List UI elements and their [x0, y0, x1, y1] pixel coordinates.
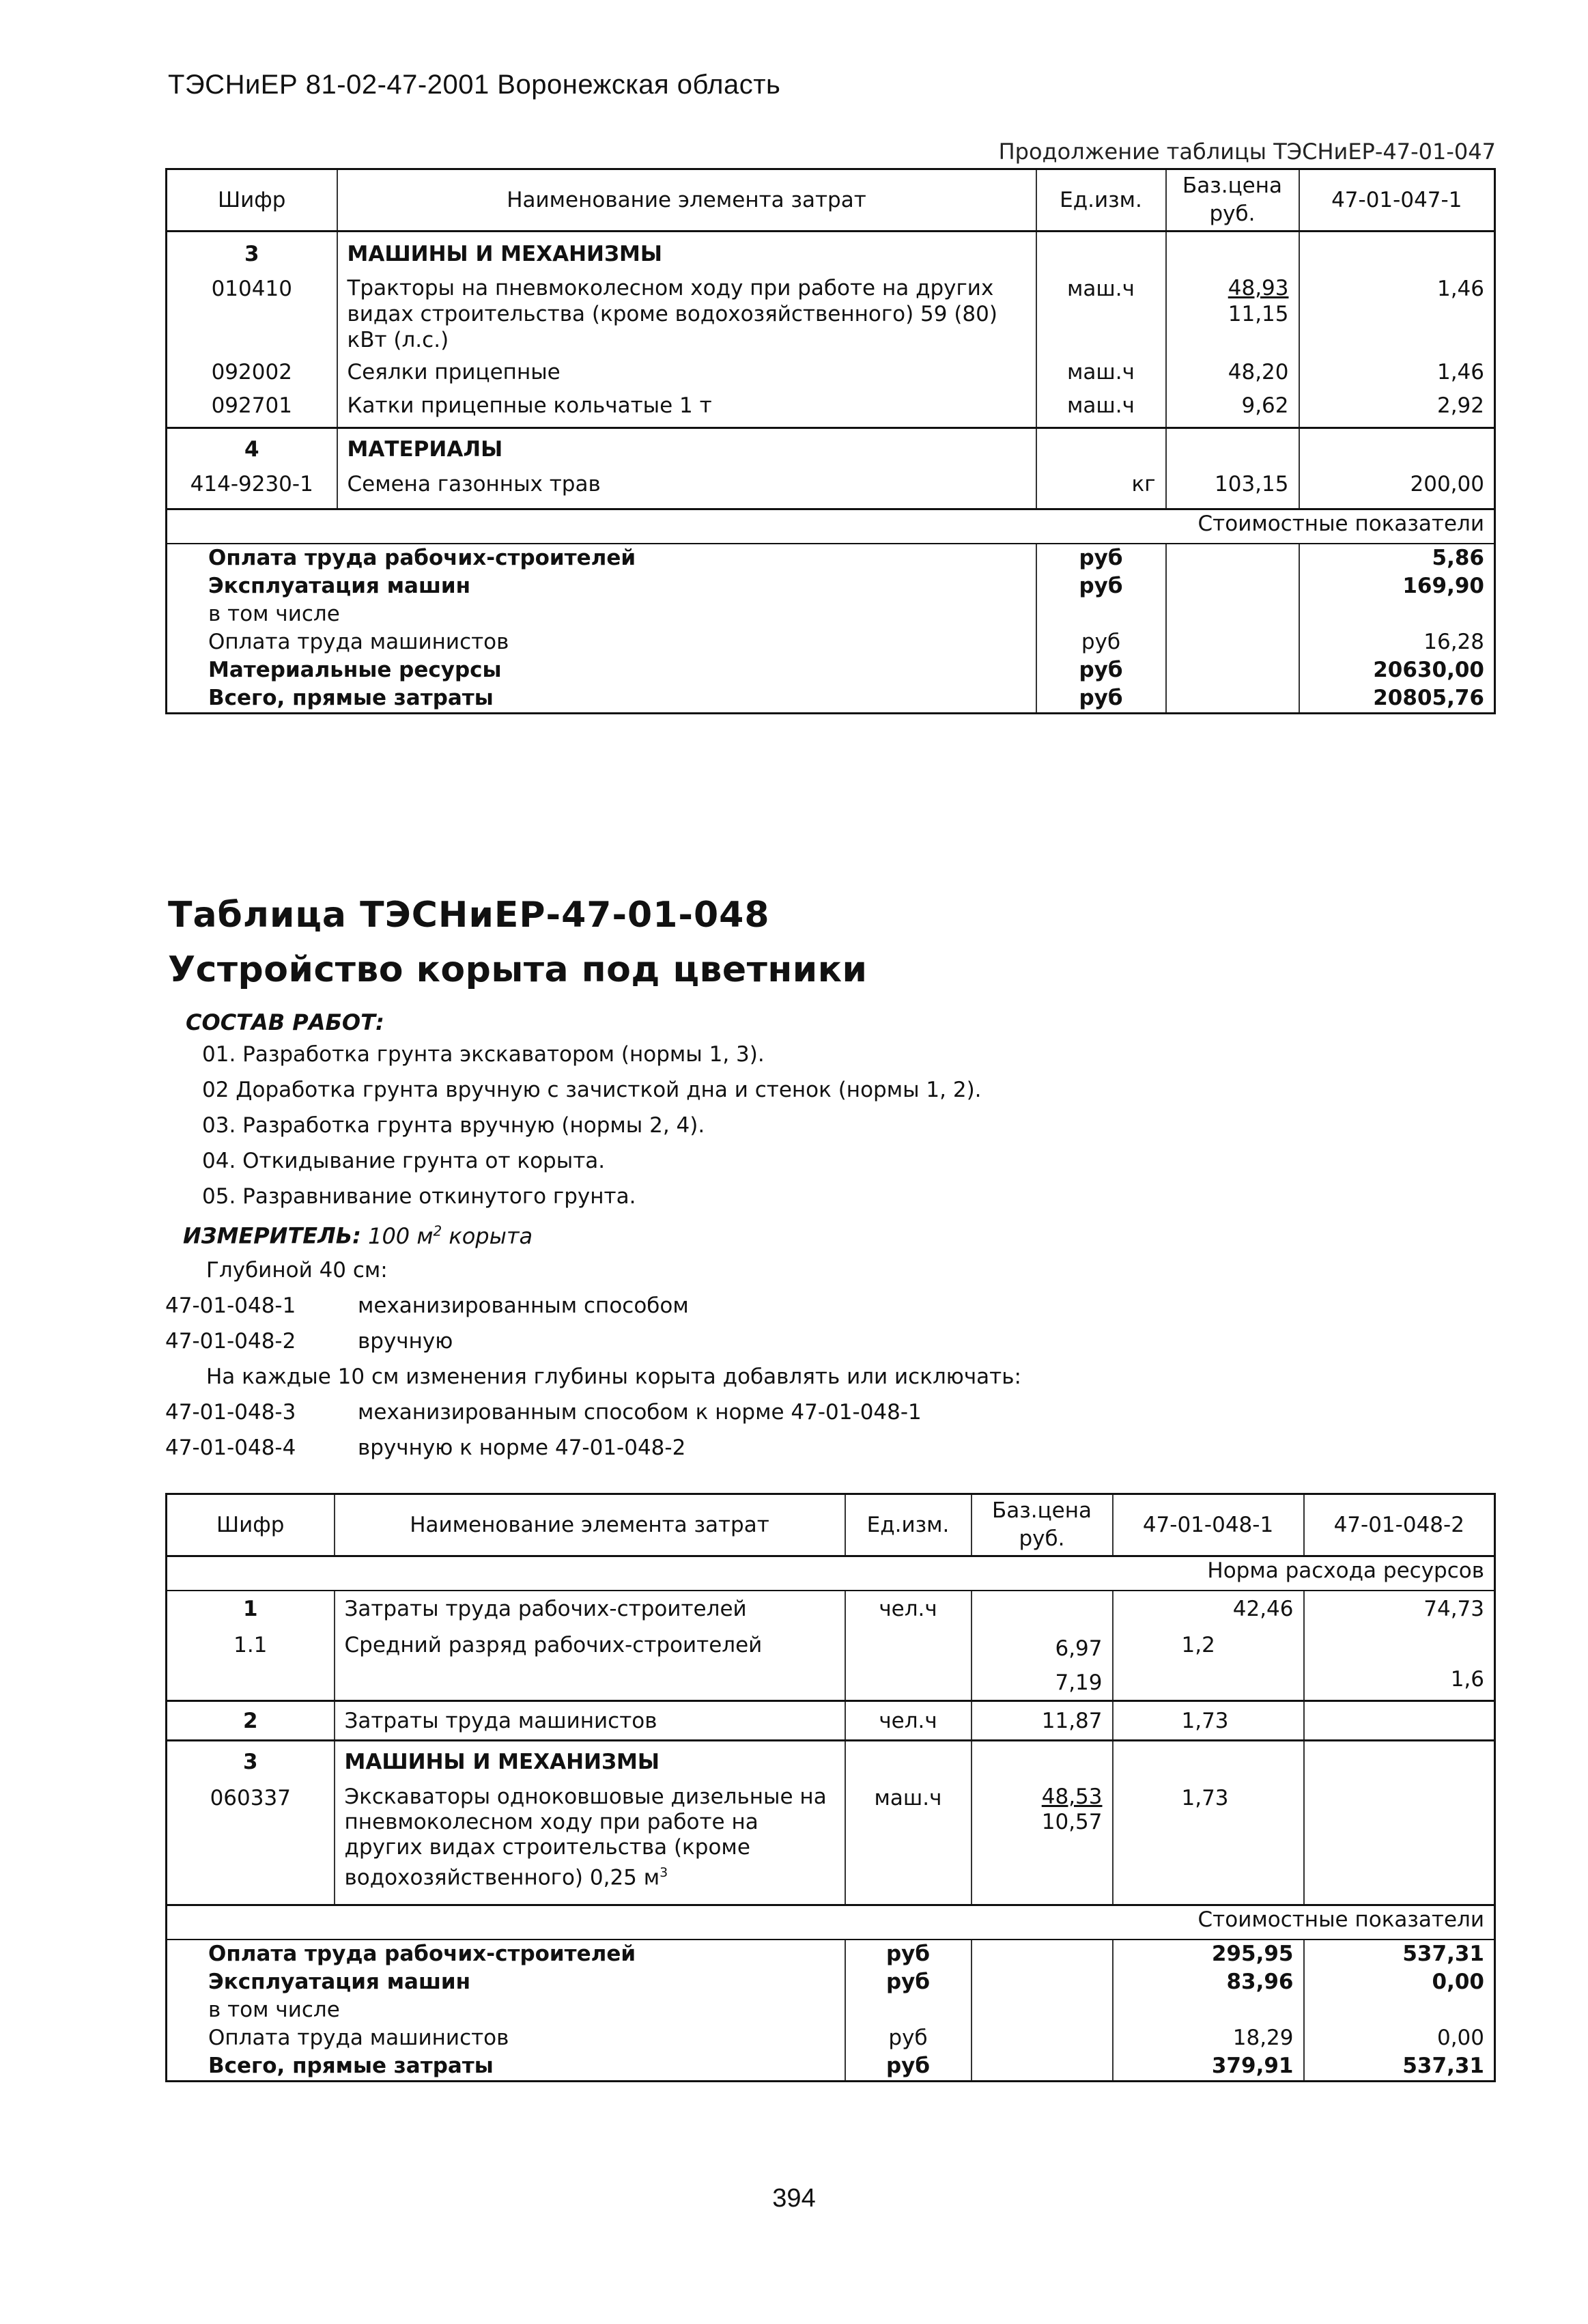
cost-value-1: 295,95 [1113, 1940, 1304, 1968]
cost-value: 5,86 [1299, 544, 1495, 572]
row-value: 200,00 [1299, 464, 1495, 509]
cost-label: Эксплуатация машин [208, 574, 471, 598]
table-row [167, 268, 1495, 353]
table-row [167, 464, 1495, 509]
cost-row [167, 2052, 1495, 2082]
meter-value: 100 $м^2$ корыта [368, 1222, 533, 1249]
row-unit: чел.ч [845, 1591, 972, 1623]
composition-item: 03. Разработка грунта вручную (нормы 2, 4). [202, 1113, 705, 1138]
section-number: 3 [244, 242, 259, 266]
section-number: 4 [167, 428, 337, 464]
meter-line [183, 1222, 533, 1249]
row-code: 092002 [211, 360, 292, 384]
cost-caption-row [167, 509, 1495, 544]
composition-list [202, 1037, 982, 1214]
col-norm-header: 47-01-047-1 [1299, 169, 1495, 232]
composition-item: 04. Откидывание грунта от корыта. [202, 1149, 606, 1173]
col-price-header: Баз.цена руб. [972, 1494, 1113, 1556]
row-name: Семена газонных трав [337, 464, 1036, 509]
cost-label: Материальные ресурсы [208, 658, 502, 682]
col-norm1-header: 47-01-048-1 [1113, 1494, 1304, 1556]
page-number: 394 [772, 2184, 816, 2213]
col-code-header: Шифр [167, 169, 337, 232]
cost-row [167, 600, 1495, 628]
cost-row [167, 2024, 1495, 2052]
resource-table-047 [165, 168, 1496, 714]
table-row [167, 387, 1495, 428]
col-price-header: Баз.цена руб. [1166, 169, 1299, 232]
row-name: Тракторы на пневмоколесном ходу при работе на других видах строительства (кроме водохозяйственного) 59 (80) кВт (л.с.) [337, 268, 1036, 353]
table-title: Таблица ТЭСНиЕР-47-01-048 [168, 895, 770, 936]
variant-item: 47-01-048-2 вручную [165, 1329, 453, 1354]
cost-row [167, 572, 1495, 600]
row-name: Сеялки прицепные [337, 353, 1036, 387]
norm-caption: Норма расхода ресурсов [1207, 1558, 1484, 1583]
row-value-2: 1,6 [1304, 1623, 1495, 1701]
change-label: На каждые 10 см изменения глубины корыта добавлять или исключать: [206, 1364, 1021, 1389]
section-row [167, 1741, 1495, 1777]
cost-label: в том числе [208, 1998, 340, 2023]
cost-label: в том числе [208, 602, 340, 626]
row-code: 1 [167, 1591, 335, 1623]
cost-unit: руб [845, 1968, 972, 1996]
cost-value-1: 379,91 [1113, 2052, 1304, 2082]
cost-unit: руб [845, 2024, 972, 2052]
row-price: 48,93 11,15 [1166, 268, 1299, 353]
variant-item: 47-01-048-4 вручную к норме 47-01-048-2 [165, 1436, 686, 1460]
table-row [167, 353, 1495, 387]
row-unit: маш.ч [1036, 268, 1166, 353]
cost-row [167, 684, 1495, 714]
table-header-row [167, 1494, 1495, 1556]
page-header: ТЭСНиЕР 81-02-47-2001 Воронежская область [168, 70, 781, 100]
row-value: 2,92 [1299, 387, 1495, 428]
cost-row [167, 1996, 1495, 2024]
cost-label: Оплата труда рабочих-строителей [167, 1940, 845, 1968]
row-price: 11,87 [972, 1701, 1113, 1741]
row-code: 010410 [211, 277, 292, 301]
row-value: 1,46 [1299, 268, 1495, 353]
row-price: 48,20 [1166, 353, 1299, 387]
row-value-1: 1,73 [1113, 1776, 1304, 1905]
col-name-header: Наименование элемента затрат [335, 1494, 845, 1556]
cost-label: Оплата труда машинистов [208, 630, 509, 654]
table-subtitle: Устройство корыта под цветники [168, 949, 868, 990]
cost-value-2: 0,00 [1304, 1968, 1495, 1996]
row-price: 48,53 10,57 [972, 1776, 1113, 1905]
cost-caption: Стоимостные показатели [167, 509, 1495, 544]
cost-label: Эксплуатация машин [208, 1970, 471, 1995]
cost-unit: руб [1036, 544, 1166, 572]
depth-label: Глубиной 40 см: [206, 1258, 388, 1283]
cost-unit: руб [1036, 684, 1166, 714]
variant-list [165, 1395, 922, 1466]
section-number: 3 [167, 1741, 335, 1777]
section-row [167, 232, 1495, 269]
section-row [167, 428, 1495, 464]
cost-row [167, 628, 1495, 656]
cost-value-1: 83,96 [1113, 1968, 1304, 1996]
row-name: Средний разряд рабочих-строителей [335, 1623, 845, 1701]
row-name: Затраты труда машинистов [335, 1701, 845, 1741]
cost-value-2: 537,31 [1304, 2052, 1495, 2082]
cost-row [167, 1968, 1495, 1996]
cost-row [167, 656, 1495, 684]
row-value-2: 74,73 [1304, 1591, 1495, 1623]
row-price: 103,15 [1166, 464, 1299, 509]
row-code: 2 [167, 1701, 335, 1741]
cost-label: Всего, прямые затраты [208, 686, 494, 710]
row-value-1: 42,46 [1113, 1591, 1304, 1623]
norm-caption-row [167, 1556, 1495, 1591]
row-unit: маш.ч [1036, 353, 1166, 387]
cost-unit: руб [1036, 628, 1166, 656]
row-price: 9,62 [1166, 387, 1299, 428]
table-row [167, 1591, 1495, 1623]
row-price: 6,97 7,19 [972, 1623, 1113, 1701]
cost-unit: руб [1036, 656, 1166, 684]
section-title: МАШИНЫ И МЕХАНИЗМЫ [335, 1741, 845, 1777]
row-code: 092701 [211, 393, 292, 418]
composition-item: 01. Разработка грунта экскаватором (нормы 1, 3). [202, 1042, 765, 1067]
section-title: МАШИНЫ И МЕХАНИЗМЫ [337, 232, 1036, 269]
composition-item: 02 Доработка грунта вручную с зачисткой дна и стенок (нормы 1, 2). [202, 1078, 982, 1102]
table-row [167, 1623, 1495, 1701]
row-value: 1,46 [1299, 353, 1495, 387]
table-row [167, 1701, 1495, 1741]
cost-label: Оплата труда машинистов [208, 2026, 509, 2051]
col-name-header: Наименование элемента затрат [337, 169, 1036, 232]
row-unit: маш.ч [1036, 387, 1166, 428]
cost-unit: руб [845, 2052, 972, 2082]
resource-table-048 [165, 1493, 1496, 2082]
table-header-row [167, 169, 1495, 232]
table-row [167, 1776, 1495, 1905]
row-name: Экскаваторы одноковшовые дизельные на пневмоколесном ходу при работе на других видах строительства (кроме водохозяйственного) 0,25 $м^3$ [335, 1776, 845, 1905]
row-value-1: 1,2 [1113, 1623, 1304, 1701]
meter-label: ИЗМЕРИТЕЛЬ: [183, 1222, 361, 1249]
cost-value: 20805,76 [1299, 684, 1495, 714]
cost-unit: руб [1036, 572, 1166, 600]
cost-row [167, 544, 1495, 572]
row-unit: чел.ч [845, 1701, 972, 1741]
row-name: Затраты труда рабочих-строителей [335, 1591, 845, 1623]
composition-label: СОСТАВ РАБОТ: [186, 1009, 384, 1035]
cost-value: 16,28 [1299, 628, 1495, 656]
variant-item: 47-01-048-1 механизированным способом [165, 1293, 689, 1318]
row-code: 414-9230-1 [190, 472, 313, 496]
cost-caption-row [167, 1905, 1495, 1940]
composition-item: 05. Разравнивание откинутого грунта. [202, 1184, 636, 1209]
cost-value: 169,90 [1299, 572, 1495, 600]
row-name: Катки прицепные кольчатые 1 т [337, 387, 1036, 428]
cost-value-2: 537,31 [1304, 1940, 1495, 1968]
continuation-caption: Продолжение таблицы ТЭСНиЕР-47-01-047 [998, 139, 1496, 165]
cost-value-1: 18,29 [1113, 2024, 1304, 2052]
cost-row [167, 1940, 1495, 1968]
col-unit-header: Ед.изм. [845, 1494, 972, 1556]
row-code: 1.1 [233, 1633, 268, 1657]
row-code: 060337 [210, 1786, 291, 1810]
cost-label: Оплата труда рабочих-строителей [167, 544, 1036, 572]
cost-unit: руб [845, 1940, 972, 1968]
cost-caption: Стоимостные показатели [167, 1905, 1495, 1940]
col-unit-header: Ед.изм. [1036, 169, 1166, 232]
section-title: МАТЕРИАЛЫ [337, 428, 1036, 464]
variant-list [165, 1288, 689, 1359]
cost-value: 20630,00 [1299, 656, 1495, 684]
cost-label: Всего, прямые затраты [208, 2054, 494, 2079]
col-norm2-header: 47-01-048-2 [1304, 1494, 1495, 1556]
row-unit: маш.ч [845, 1776, 972, 1905]
row-value-1: 1,73 [1113, 1701, 1304, 1741]
variant-item: 47-01-048-3 механизированным способом к норме 47-01-048-1 [165, 1400, 922, 1425]
cost-value-2: 0,00 [1304, 2024, 1495, 2052]
row-unit: кг [1036, 464, 1166, 509]
col-code-header: Шифр [167, 1494, 335, 1556]
